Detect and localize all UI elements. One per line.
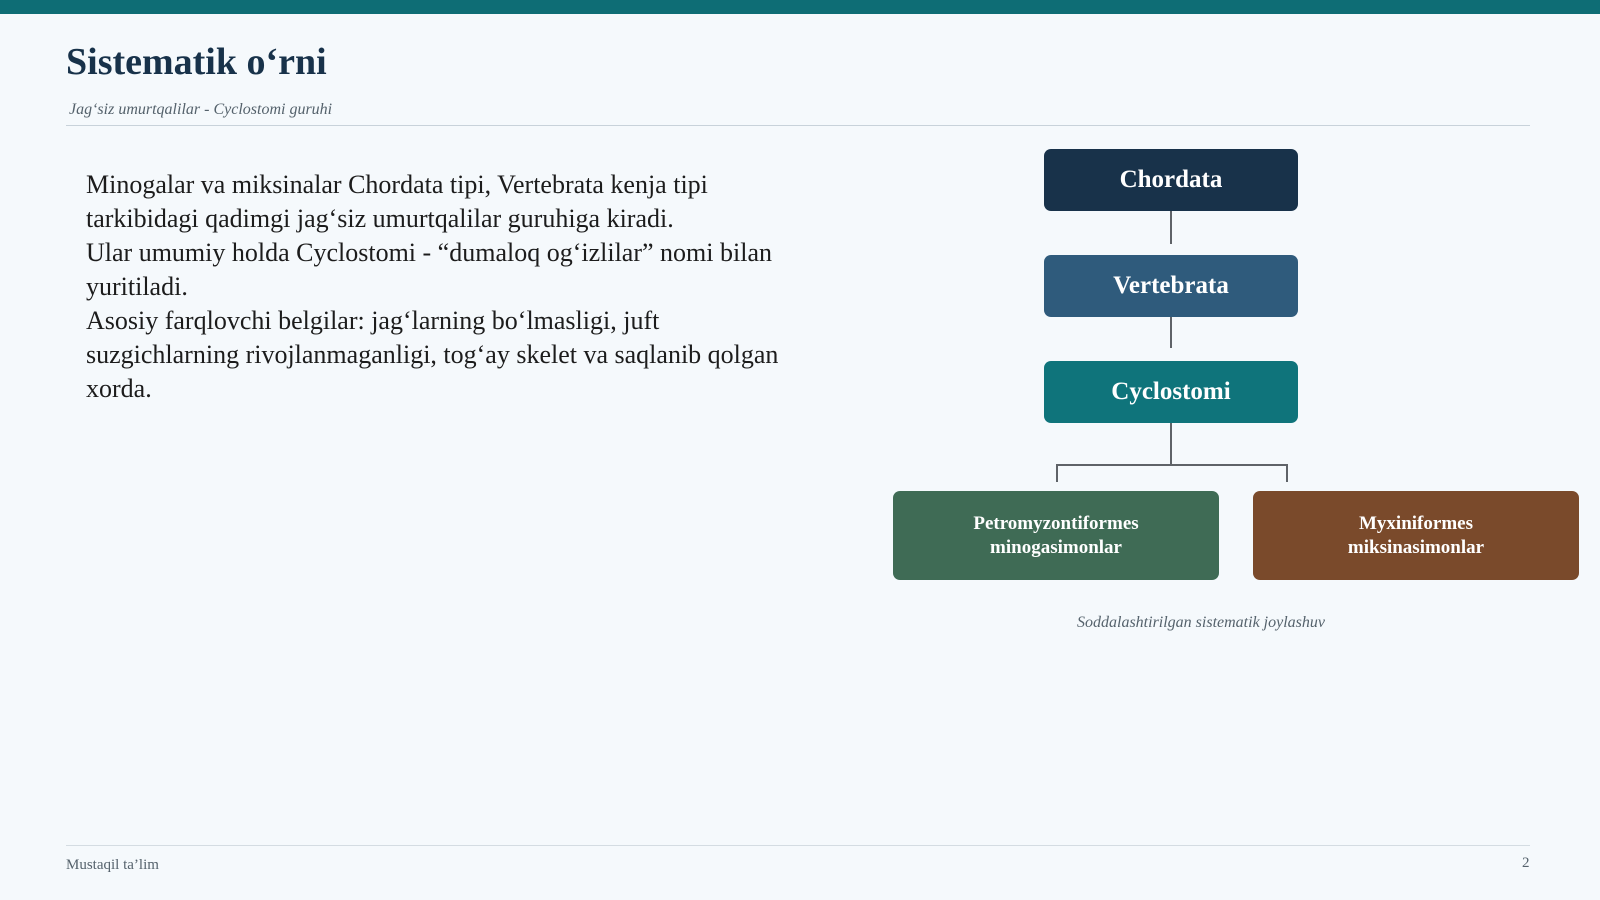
taxonomy-diagram xyxy=(880,140,1590,640)
footer-divider xyxy=(66,845,1530,846)
diagram-caption: Soddalashtirilgan sistematik joylashuv xyxy=(1077,614,1325,631)
connector-horizontal-branch xyxy=(1056,464,1288,466)
top-accent-bar xyxy=(0,0,1600,14)
node-petromyzontiformes-local: minogasimonlar xyxy=(990,536,1122,558)
node-petromyzontiformes-latin: Petromyzontiformes xyxy=(973,512,1139,534)
slide-subtitle: Jag‘siz umurtqalilar - Cyclostomi guruhi xyxy=(69,101,333,118)
node-myxiniformes-latin: Myxiniformes xyxy=(1359,512,1473,534)
node-chordata-label: Chordata xyxy=(1119,166,1223,193)
paragraph-2: Ular umumiy holda Cyclostomi - “dumaloq og‘izlilar” nomi bilan yuritiladi. xyxy=(86,238,772,301)
paragraph-3: Asosiy farqlovchi belgilar: jag‘larning bo‘lmasligi, juft suzgichlarning rivojlanmaganligi, tog‘ay skelet va saqlanib qolgan xorda. xyxy=(86,306,779,403)
slide-title: Sistematik o‘rni xyxy=(66,41,327,83)
node-vertebrata xyxy=(1044,255,1298,317)
connector-right-drop xyxy=(1286,464,1288,482)
node-myxiniformes-local: miksinasimonlar xyxy=(1347,536,1485,558)
connector-left-drop xyxy=(1056,464,1058,482)
paragraph-1: Minogalar va miksinalar Chordata tipi, Vertebrata kenja tipi tarkibidagi qadimgi jag‘siz umurtqalilar guruhiga kiradi. xyxy=(86,170,708,233)
node-chordata xyxy=(1044,149,1298,211)
node-petromyzontiformes xyxy=(893,491,1219,580)
header-divider xyxy=(66,125,1530,126)
footer-label: Mustaqil ta’lim xyxy=(66,857,159,873)
node-cyclostomi-label: Cyclostomi xyxy=(1111,378,1231,405)
page-number: 2 xyxy=(1522,855,1530,871)
node-myxiniformes xyxy=(1253,491,1579,580)
node-cyclostomi xyxy=(1044,361,1298,423)
node-vertebrata-label: Vertebrata xyxy=(1113,272,1229,299)
body-text xyxy=(86,168,806,406)
